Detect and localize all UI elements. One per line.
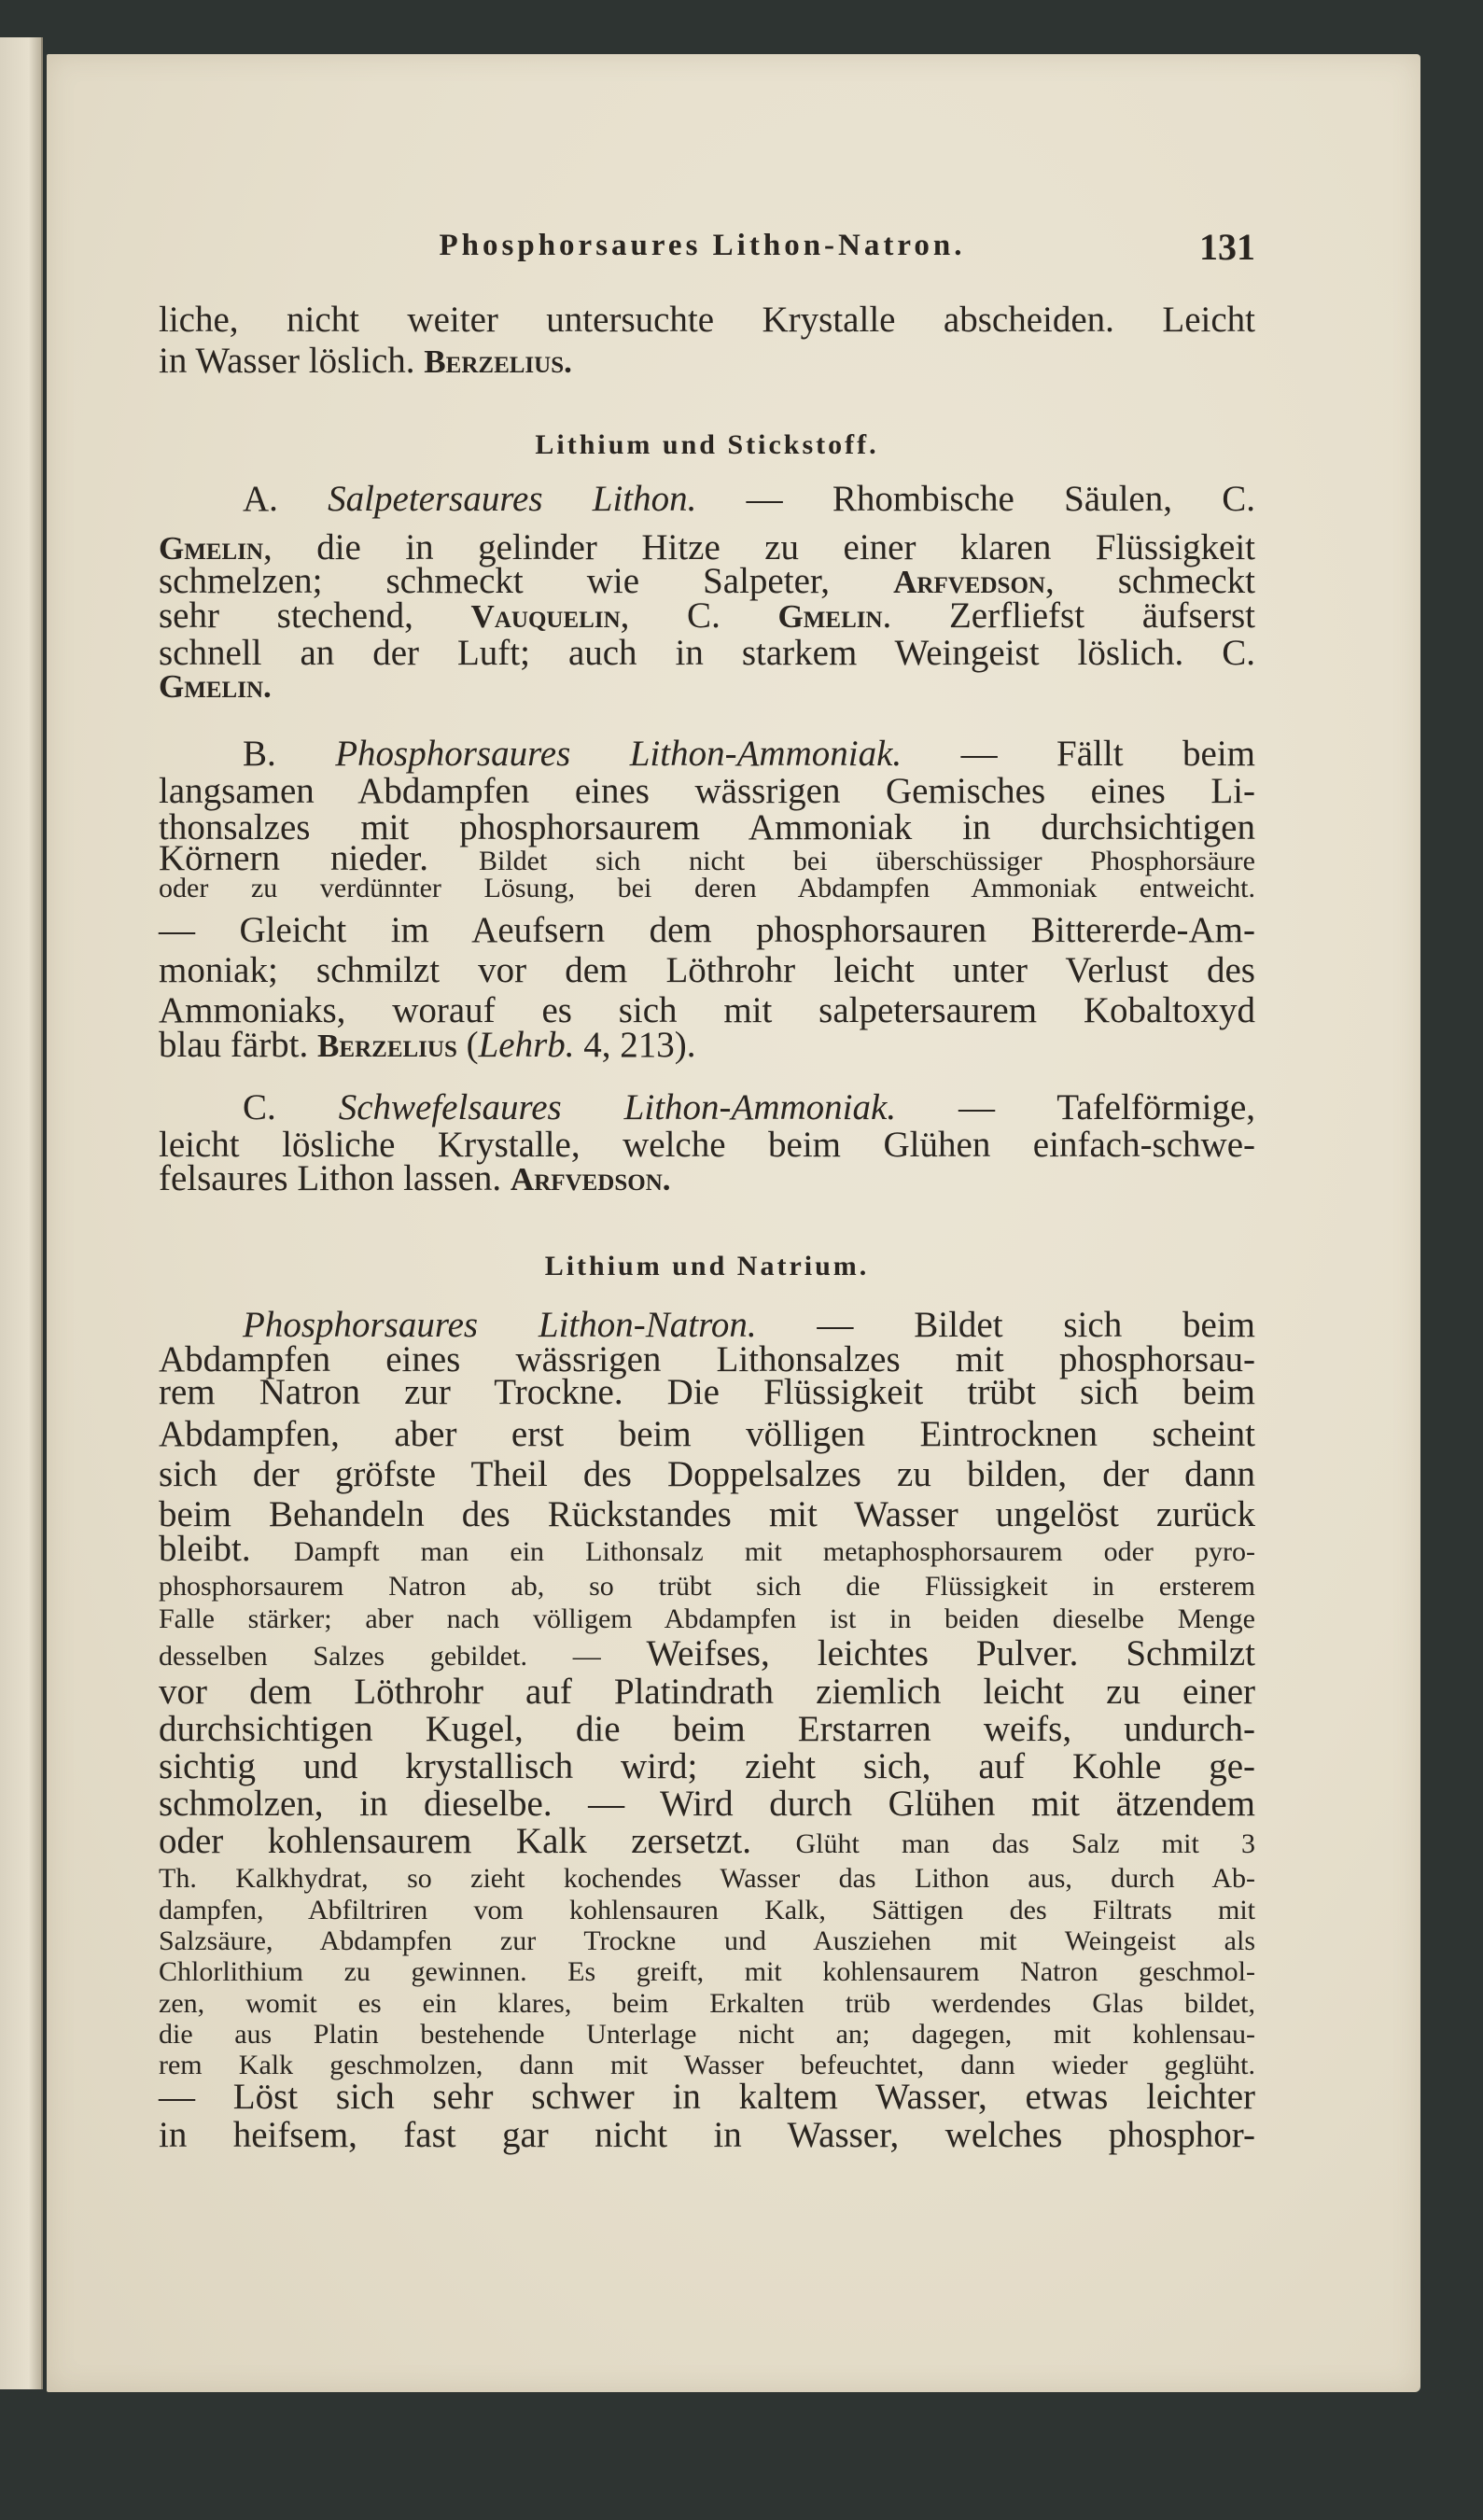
text-line [159, 1709, 1255, 1750]
text-run: ( [456, 1025, 479, 1065]
text-run: in heifsem, fast gar nicht in Wasser, welches phosphor- [159, 2115, 1255, 2155]
text-run: — Gleicht im Aeufsern dem phosphorsauren Bittererde-Am- [159, 910, 1255, 950]
text-run: — Tafelförmige, [896, 1087, 1256, 1127]
text-run: felsaures Lithon lassen. [159, 1158, 511, 1198]
author-name: Berzelius [317, 1028, 457, 1064]
text-run: Chlorlithium zu gewinnen. Es greift, mit kohlensaurem Natron geschmol- [159, 1956, 1255, 1987]
text-run: . Zerfliefst äufserst [882, 595, 1256, 636]
text-run: beim Behandeln des Rückstandes mit Wasser ungelöst zurück [159, 1494, 1255, 1534]
text-line [159, 1746, 1255, 1787]
text-line [159, 2115, 1255, 2156]
text-run: thonsalzes mit phosphorsaurem Ammoniak in durchsichtigen [159, 807, 1255, 847]
text-line [159, 1672, 1255, 1713]
author-name: Arfvedson. [510, 1161, 671, 1197]
text-line [159, 1158, 1255, 1199]
text-run: , C. [620, 595, 778, 636]
text-run: Körnern nieder. [159, 838, 479, 878]
text-line [159, 1633, 1255, 1674]
section-heading [159, 425, 1255, 466]
text-run: blau färbt. [159, 1025, 318, 1065]
text-line [159, 1529, 1255, 1570]
text-run: Ammoniaks, worauf es sich mit salpetersaurem Kobaltoxyd [159, 990, 1255, 1030]
text-run: zen, womit es ein klares, beim Erkalten trüb werdendes Glas bildet, [159, 1988, 1255, 2019]
text-run: oder kohlensaurem Kalk zersetzt. [159, 1821, 796, 1861]
text-run: , die in gelinder Hitze zu einer klaren Flüssigkeit [263, 527, 1255, 567]
text-line [159, 341, 1255, 382]
text-run: Abdampfen eines wässrigen Lithonsalzes mit phosphorsau- [159, 1339, 1255, 1379]
text-run: — Bildet sich beim [756, 1305, 1255, 1345]
italic-title: Salpetersaures Lithon. [328, 479, 697, 519]
text-run: schnell an der Luft; auch in starkem Weingeist löslich. C. [159, 633, 1255, 673]
text-run: dampfen, Abfiltriren vom kohlensauren Kalk, Sättigen des Filtrats mit [159, 1895, 1255, 1925]
text-run: sichtig und krystallisch wird; zieht sich, auf Kohle ge- [159, 1746, 1255, 1786]
text-line [159, 1414, 1255, 1455]
text-line [159, 734, 1255, 775]
text-run: vor dem Löthrohr auf Platindrath ziemlich leicht zu einer [159, 1672, 1255, 1712]
text-line [159, 479, 1255, 520]
text-line [159, 1372, 1255, 1413]
text-line [159, 868, 1255, 909]
text-run: Weifses, leichtes Pulver. Schmilzt [646, 1633, 1255, 1673]
author-name: Gmelin [777, 598, 883, 635]
text-run: — Rhombische Säulen, C. [696, 479, 1255, 519]
text-run: Lithium und Natrium. [544, 1251, 870, 1281]
text-run: Falle stärker; aber nach völligem Abdampfen ist in beiden dieselbe Menge [159, 1603, 1255, 1634]
text-run: durchsichtigen Kugel, die beim Erstarren weifs, undurch- [159, 1709, 1255, 1749]
text-run: C. [243, 1087, 339, 1127]
running-head-title: Phosphorsaures Lithon-Natron. [439, 229, 966, 262]
author-name: Arfvedson [893, 564, 1045, 600]
text-run: A. [243, 479, 329, 519]
text-line [159, 665, 1255, 707]
small-print-note: Bildet sich nicht bei überschüssiger Phosphorsäure [479, 846, 1255, 876]
text-run: liche, nicht weiter untersuchte Krystalle abscheiden. Leicht [159, 300, 1255, 340]
text-run: 4, 213). [574, 1025, 696, 1065]
text-run: leicht lösliche Krystalle, welche beim Glühen einfach-schwe- [159, 1125, 1255, 1165]
text-run: moniak; schmilzt vor dem Löthrohr leicht unter Verlust des [159, 950, 1255, 990]
text-run: oder zu verdünnter Lösung, bei deren Abdampfen Ammoniak entweicht. [159, 873, 1255, 903]
running-head [159, 226, 1255, 270]
text-line [159, 1025, 1255, 1066]
text-line [159, 1454, 1255, 1495]
small-print-note: Dampft man ein Lithonsalz mit metaphosphorsaurem oder pyro- [293, 1536, 1255, 1567]
author-name: Gmelin [159, 530, 264, 567]
small-print-note: desselben Salzes gebildet. — [159, 1641, 647, 1672]
author-name: Gmelin. [159, 668, 272, 705]
text-run: Th. Kalkhydrat, so zieht kochendes Wasser das Lithon aus, durch Ab- [159, 1863, 1255, 1894]
text-line [159, 1087, 1255, 1128]
text-line [159, 595, 1255, 637]
italic-title: Lehrb. [478, 1025, 575, 1065]
small-print-note: Glüht man das Salz mit 3 [795, 1828, 1255, 1859]
text-line [159, 1784, 1255, 1825]
author-name: Vauquelin [470, 598, 621, 635]
adjacent-page-edge [0, 37, 43, 2389]
text-run: langsamen Abdampfen eines wässrigen Gemisches eines Li- [159, 771, 1255, 811]
text-run: sehr stechend, [159, 595, 471, 636]
text-run: sich der gröfste Theil des Doppelsalzes zu bilden, der dann [159, 1454, 1255, 1494]
text-line [159, 950, 1255, 991]
text-run: Salzsäure, Abdampfen zur Trockne und Ausziehen mit Weingeist als [159, 1925, 1255, 1956]
text-run: rem Kalk geschmolzen, dann mit Wasser befeuchtet, dann wieder geglüht. [159, 2050, 1255, 2080]
text-run: — Löst sich sehr schwer in kaltem Wasser, etwas leichter [159, 2077, 1255, 2117]
italic-title: Phosphorsaures Lithon-Natron. [243, 1305, 757, 1345]
text-run: B. [243, 734, 336, 774]
text-run: in Wasser löslich. [159, 341, 425, 381]
italic-title: Schwefelsaures Lithon-Ammoniak. [338, 1087, 897, 1127]
text-line [159, 1821, 1255, 1862]
text-run: schmolzen, in dieselbe. — Wird durch Glühen mit ätzendem [159, 1784, 1255, 1824]
text-run: phosphorsaurem Natron ab, so trübt sich die Flüssigkeit in ersterem [159, 1571, 1255, 1602]
text-run: Lithium und Stickstoff. [535, 429, 879, 460]
text-line [159, 300, 1255, 341]
text-run: rem Natron zur Trockne. Die Flüssigkeit trübt sich beim [159, 1372, 1255, 1412]
author-name: Berzelius. [424, 343, 572, 380]
text-line [159, 2077, 1255, 2118]
text-line [159, 910, 1255, 951]
text-run: — Fällt beim [902, 734, 1255, 774]
italic-title: Phosphorsaures Lithon-Ammoniak. [335, 734, 902, 774]
section-heading [159, 1246, 1255, 1287]
text-run: Abdampfen, aber erst beim völligen Eintrocknen scheint [159, 1414, 1255, 1454]
page-number: 131 [1199, 226, 1255, 268]
text-run: , schmeckt [1044, 561, 1256, 601]
text-run: bleibt. [159, 1529, 294, 1569]
text-line [159, 771, 1255, 812]
text-run: die aus Platin bestehende Unterlage nicht an; dagegen, mit kohlensau- [159, 2019, 1255, 2050]
text-run: schmelzen; schmeckt wie Salpeter, [159, 561, 894, 601]
